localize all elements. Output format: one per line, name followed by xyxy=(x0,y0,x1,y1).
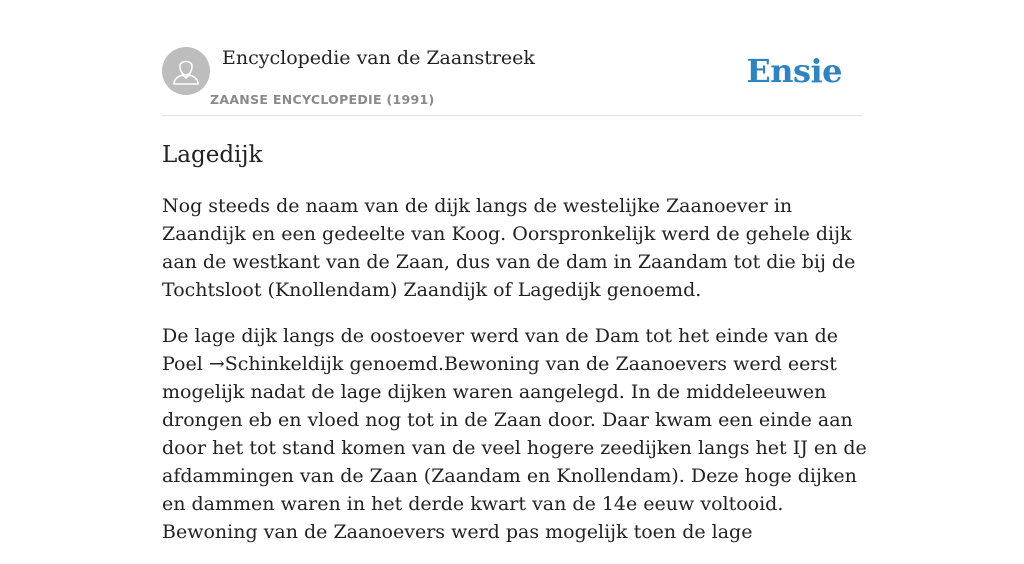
avatar[interactable] xyxy=(162,47,210,95)
article-paragraph: De lage dijk langs de oostoever werd van de Dam tot het einde van de Poel →Schinkeldijk genoemd.Bewoning van de Zaanoevers werd eerst mogelijk nadat de lage dijken waren aangelegd. In de middeleeuwen drongen eb en vloed nog tot in de Zaan door. Daar kwam een einde aan door het tot stand komen van de veel hogere zeedijken langs het IJ en de afdammingen van de Zaan (Zaandam en Knollendam). Deze hoge dijken en dammen waren in het derde kwart van de 14e eeuw voltooid. Bewoning van de Zaanoevers werd pas mogelijk toen de lage xyxy=(162,325,867,543)
article-body xyxy=(162,192,868,564)
user-silhouette-icon xyxy=(162,47,210,95)
publication-title[interactable]: Encyclopedie van de Zaanstreek xyxy=(222,47,535,69)
article-paragraph: Nog steeds de naam van de dijk langs de westelijke Zaanoever in Zaandijk en een gedeelte van Koog. Oorspronkelijk werd de gehele dijk aan de westkant van de Zaan, dus van de dam in Zaandam tot die bij de Tochtsloot (Knollendam) Zaandijk of Lagedijk genoemd. xyxy=(162,195,856,301)
header xyxy=(162,45,862,116)
article-title: Lagedijk xyxy=(162,142,263,168)
publication-subtitle: ZAANSE ENCYCLOPEDIE (1991) xyxy=(210,92,435,107)
ensie-logo[interactable]: Ensie xyxy=(746,52,842,90)
